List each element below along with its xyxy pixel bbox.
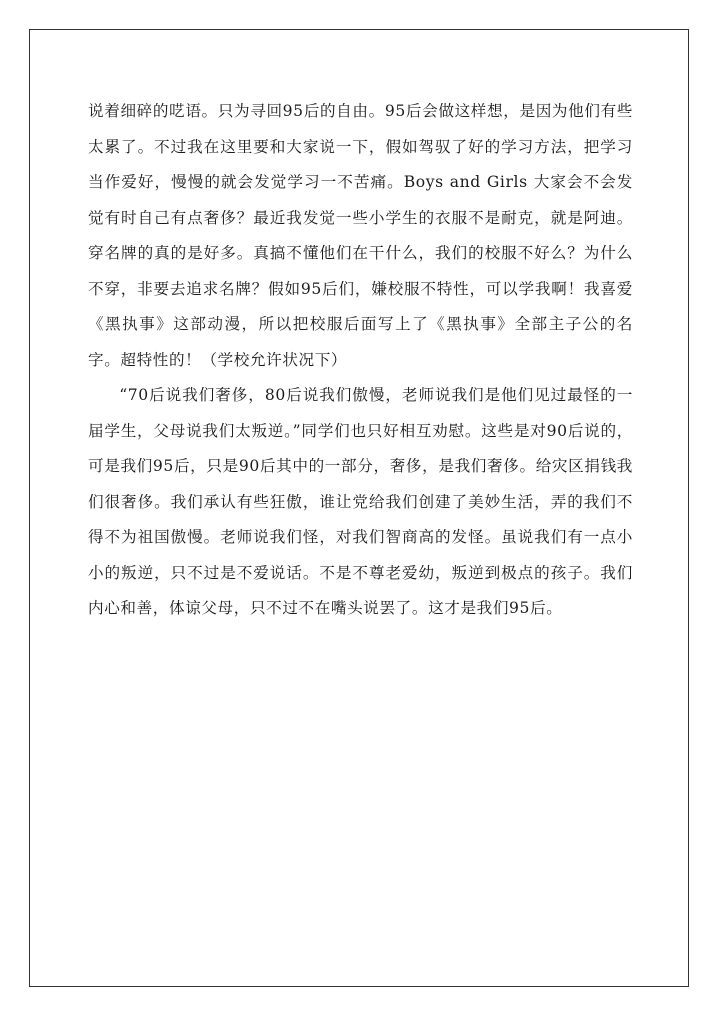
paragraph-2: “70后说我们奢侈，80后说我们傲慢，老师说我们是他们见过最怪的一届学生，父母说我们太叛逆。”同学们也只好相互劝慰。这些是对90后说的，可是我们95后，只是90后其中的一部分，奢侈，是我们奢侈。给灾区捐钱我们很奢侈。我们承认有些狂傲，谁让党给我们创建了美妙生活，弄的我们不得不为祖国傲慢。老师说我们怪，对我们智商高的发怪。虽说我们有一点小小的叛逆，只不过是不爱说话。不是不尊老爱幼，叛逆到极点的孩子。我们内心和善，体谅父母，只不过不在嘴头说罢了。这才是我们95后。 — [88, 386, 633, 617]
document-body — [88, 94, 633, 627]
paragraph-1: 说着细碎的呓语。只为寻回95后的自由。95后会做这样想，是因为他们有些太累了。不过我在这里要和大家说一下，假如驾驭了好的学习方法，把学习当作爱好，慢慢的就会发觉学习一不苦痛。Boys and Girls 大家会不会发觉有时自己有点奢侈？最近我发觉一些小学生的衣服不是耐克，就是阿迪。穿名牌的真的是好多。真搞不懂他们在干什么，我们的校服不好么？为什么不穿，非要去追求名牌？假如95后们，嫌校服不特性，可以学我啊！我喜爱《黑执事》这部动漫，所以把校服后面写上了《黑执事》全部主子公的名字。超特性的！（学校允许状况下） — [88, 102, 633, 369]
